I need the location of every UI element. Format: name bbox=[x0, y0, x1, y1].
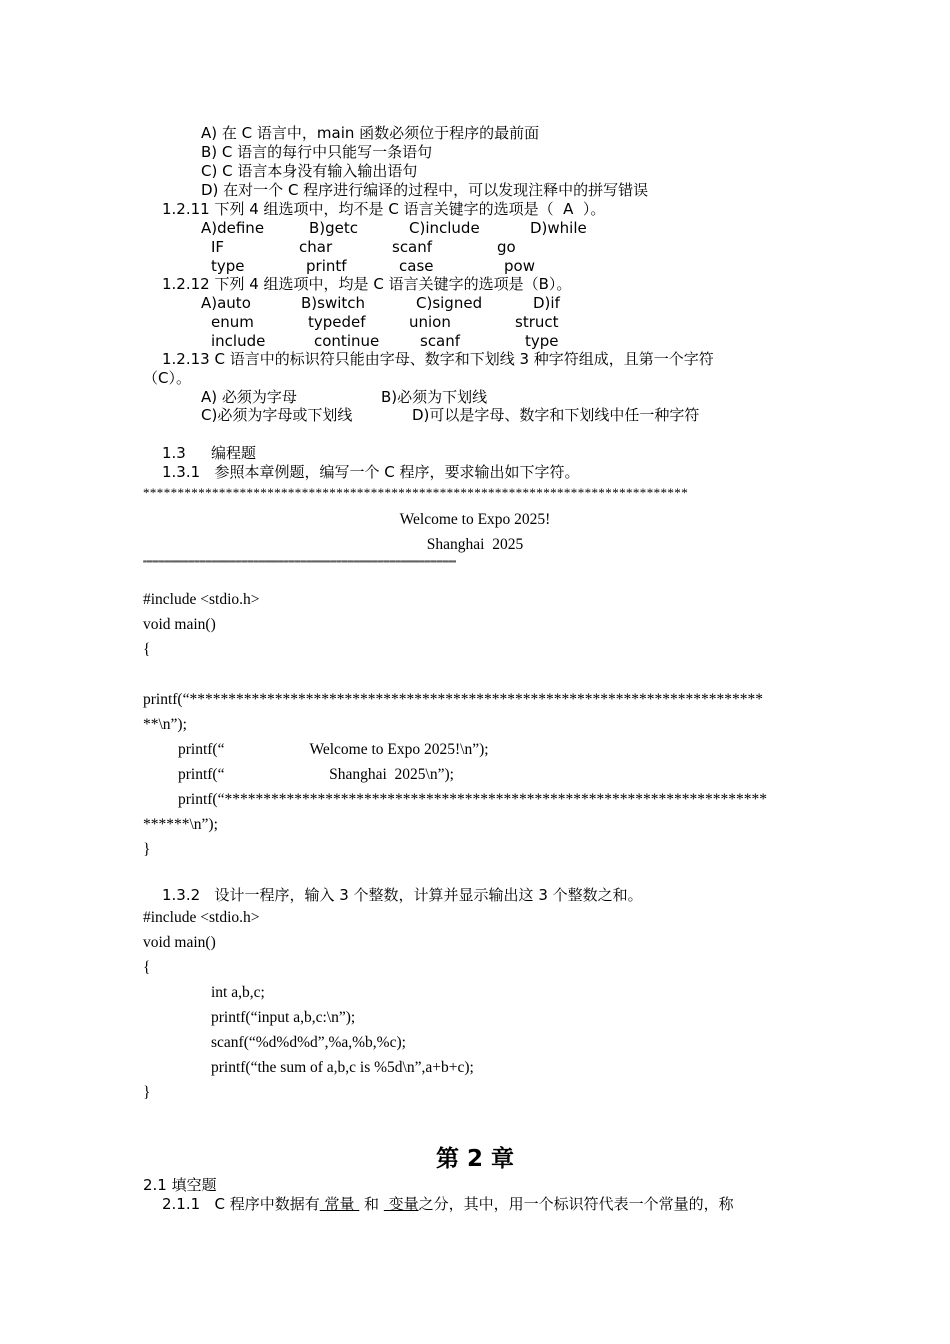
code-line: #include <stdio.h> bbox=[143, 909, 260, 926]
code-line: **\n”); bbox=[143, 716, 187, 733]
keyword-cell: union bbox=[409, 313, 451, 331]
keyword-cell: case bbox=[399, 257, 434, 275]
welcome-text: Welcome to Expo 2025! bbox=[399, 511, 551, 528]
keyword-cell: C)include bbox=[409, 219, 480, 237]
keyword-cell: scanf bbox=[392, 238, 433, 256]
option-line: D) 在对一个 C 程序进行编译的过程中，可以发现注释中的拼写错误 bbox=[201, 181, 649, 199]
keyword-cell: B)getc bbox=[309, 219, 359, 237]
keyword-cell: A)auto bbox=[201, 294, 251, 312]
option-line: B) C 语言的每行中只能写一条语句 bbox=[201, 143, 433, 161]
chapter-title: 第 2 章 bbox=[435, 1146, 515, 1172]
code-line: printf(“input a,b,c:\n”); bbox=[211, 1009, 356, 1026]
option-a: A) 必须为字母 bbox=[201, 388, 297, 406]
fill-blank-1: 常量 bbox=[319, 1195, 360, 1213]
keyword-cell: D)while bbox=[530, 219, 587, 237]
keyword-cell: go bbox=[497, 238, 516, 256]
code-line: printf(“ Shanghai 2025\n”); bbox=[178, 766, 454, 783]
option-c: C)必须为字母或下划线 bbox=[201, 406, 353, 424]
fill-mid: 和 bbox=[359, 1195, 384, 1213]
code-line: } bbox=[143, 1084, 151, 1101]
option-b: B)必须为下划线 bbox=[381, 388, 488, 406]
keyword-cell: type bbox=[211, 257, 245, 275]
keyword-cell: char bbox=[299, 238, 333, 256]
code-line: int a,b,c; bbox=[211, 984, 265, 1001]
section-title: 2.1 填空题 bbox=[143, 1176, 217, 1194]
option-line: A) 在 C 语言中，main 函数必须位于程序的最前面 bbox=[201, 124, 540, 142]
code-line: printf(“the sum of a,b,c is %5d\n”,a+b+c); bbox=[211, 1059, 474, 1076]
ticks-line: '''''''''''''''''''''''''''''''''''''''''''''''''''''''''''''''''''''''''''''''''''''''''''''''''''''''''''''''''''''''''''''''''''''''''''''''''''''''''''''''''''''''''''''''''''''''''''''''''''''''''''''''''''''''''''''''''''''''''''''''''''''''''''''''''''''''''''''''''''''''''''''''''''''''''''''''''' bbox=[143, 559, 456, 569]
stars-line: ******************************************************************************* bbox=[143, 485, 689, 500]
keyword-cell: continue bbox=[314, 332, 380, 350]
question-stem: 1.2.12 下列 4 组选项中，均是 C 语言关键字的选项是（B）。 bbox=[162, 275, 572, 293]
keyword-cell: A)define bbox=[201, 219, 265, 237]
question-stem: 1.3.2 设计一程序，输入 3 个整数，计算并显示输出这 3 个整数之和。 bbox=[162, 886, 643, 904]
section-title: 编程题 bbox=[211, 444, 257, 462]
code-line: printf(“********************************************************************** bbox=[178, 791, 767, 808]
keyword-cell: enum bbox=[211, 313, 254, 331]
code-line: #include <stdio.h> bbox=[143, 591, 260, 608]
code-line: void main() bbox=[143, 934, 216, 951]
keyword-cell: B)switch bbox=[301, 294, 366, 312]
question-stem: 1.3.1 参照本章例题，编写一个 C 程序，要求输出如下字符。 bbox=[162, 463, 580, 481]
keyword-cell: IF bbox=[211, 238, 225, 256]
question-stem-cont: （C）。 bbox=[143, 369, 191, 387]
fill-prefix: 2.1.1 C 程序中数据有 bbox=[162, 1195, 320, 1213]
code-line: scanf(“%d%d%d”,%a,%b,%c); bbox=[211, 1034, 406, 1051]
keyword-cell: struct bbox=[515, 313, 559, 331]
code-line: printf(“ Welcome to Expo 2025!\n”); bbox=[178, 741, 489, 758]
keyword-cell: C)signed bbox=[416, 294, 483, 312]
section-number: 1.3 bbox=[162, 444, 186, 462]
option-d: D)可以是字母、数字和下划线中任一种字符 bbox=[412, 406, 700, 424]
question-stem: 1.2.11 下列 4 组选项中，均不是 C 语言关键字的选项是（ A ）。 bbox=[162, 200, 606, 218]
keyword-cell: printf bbox=[306, 257, 347, 275]
fill-suffix: 之分，其中，用一个标识符代表一个常量的，称 bbox=[418, 1195, 734, 1213]
code-line: } bbox=[143, 841, 151, 858]
keyword-cell: pow bbox=[504, 257, 535, 275]
question-stem: 1.2.13 C 语言中的标识符只能由字母、数字和下划线 3 种字符组成，且第一个字符 bbox=[162, 350, 714, 368]
fill-blank-2: 变量 bbox=[383, 1195, 419, 1213]
keyword-cell: include bbox=[211, 332, 266, 350]
keyword-cell: typedef bbox=[308, 313, 366, 331]
code-line: { bbox=[143, 959, 151, 976]
option-line: C) C 语言本身没有输入输出语句 bbox=[201, 162, 418, 180]
code-line: { bbox=[143, 641, 151, 658]
keyword-cell: D)if bbox=[533, 294, 560, 312]
fill-question bbox=[162, 1195, 734, 1214]
code-line: void main() bbox=[143, 616, 216, 633]
shanghai-text: Shanghai 2025 bbox=[426, 536, 524, 553]
keyword-cell: type bbox=[525, 332, 559, 350]
code-line: ******\n”); bbox=[143, 816, 218, 833]
keyword-cell: scanf bbox=[420, 332, 461, 350]
code-line: printf(“************************************************************************** bbox=[143, 691, 763, 708]
